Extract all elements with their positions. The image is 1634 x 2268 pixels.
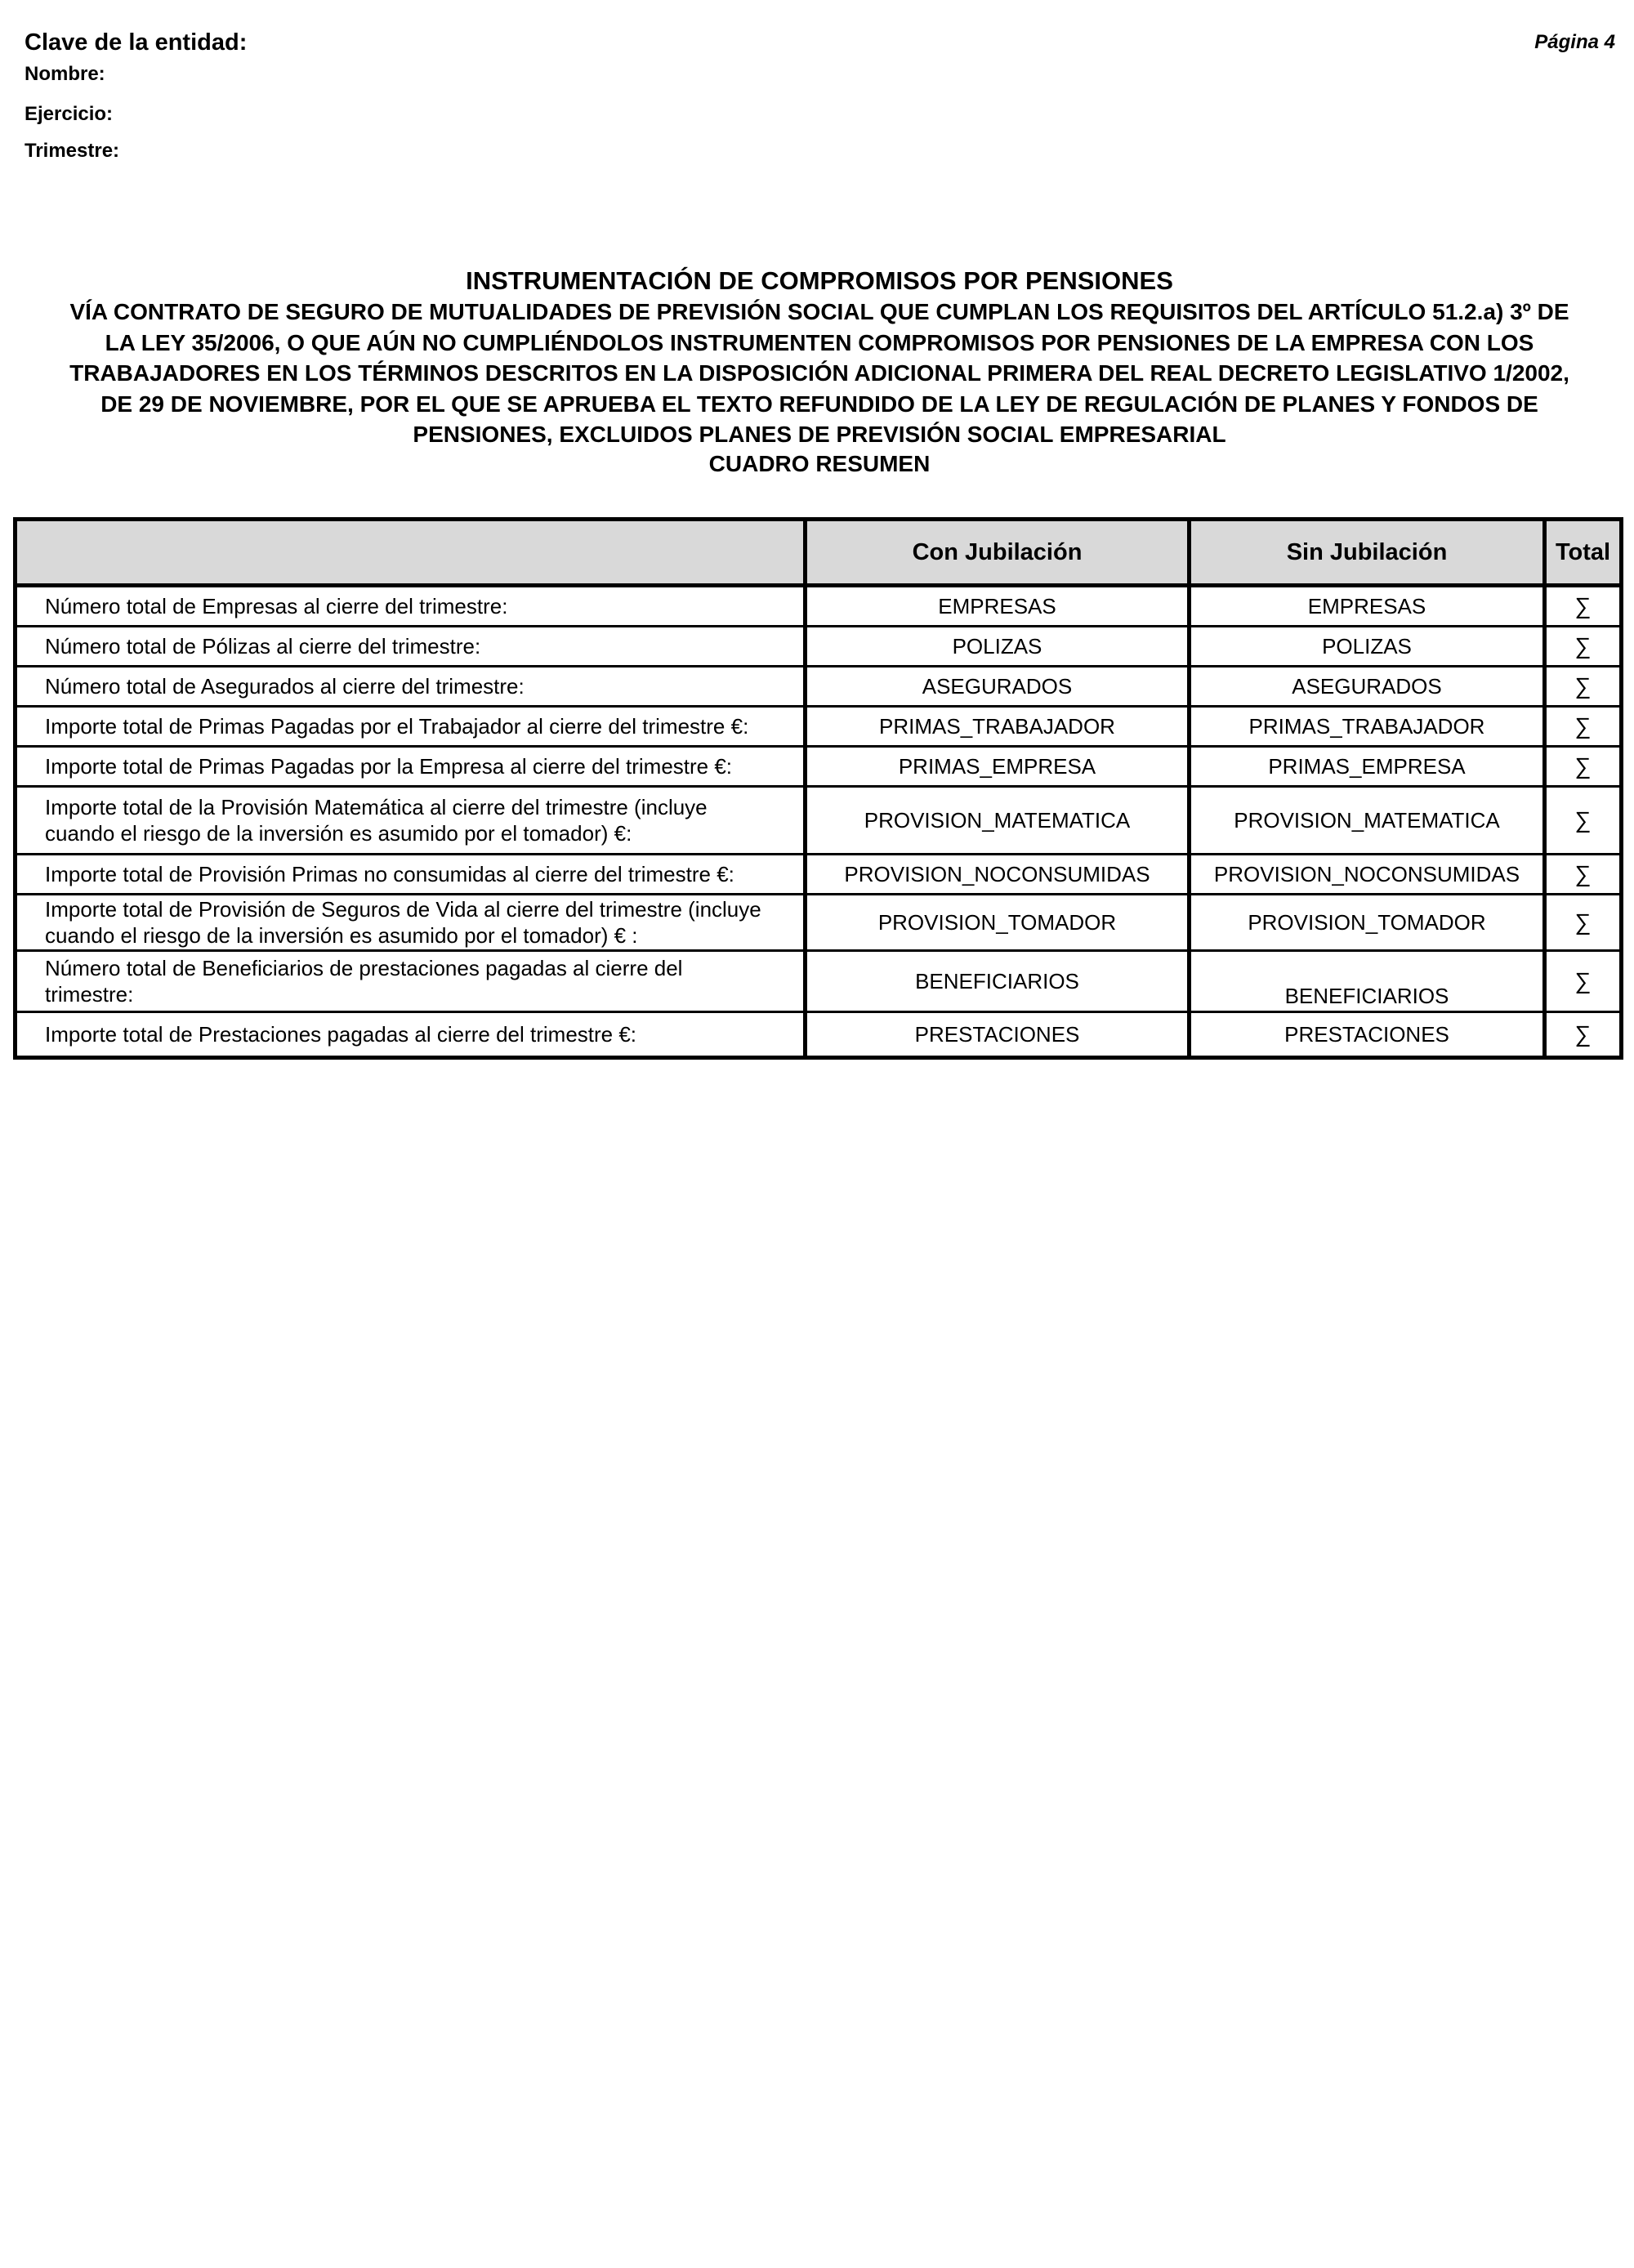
total-sum-cell: ∑ bbox=[1545, 747, 1622, 787]
quarter-label: Trimestre: bbox=[25, 140, 120, 162]
con-jubilacion-cell: BENEFICIARIOS bbox=[806, 951, 1190, 1012]
con-jubilacion-cell: PRESTACIONES bbox=[806, 1012, 1190, 1058]
total-sum-cell: ∑ bbox=[1545, 787, 1622, 855]
table-row bbox=[16, 951, 1622, 1012]
row-label bbox=[16, 707, 806, 747]
total-sum-cell: ∑ bbox=[1545, 586, 1622, 627]
row-label-line: Número total de Pólizas al cierre del trimestre: bbox=[45, 634, 481, 659]
row-label bbox=[16, 747, 806, 787]
row-label bbox=[16, 895, 806, 951]
row-label-line: cuando el riesgo de la inversión es asumido por el tomador) €: bbox=[45, 821, 632, 846]
row-label-line: Número total de Empresas al cierre del trimestre: bbox=[45, 594, 508, 618]
page-number: Página 4 bbox=[1534, 31, 1615, 53]
sin-jubilacion-cell: POLIZAS bbox=[1190, 627, 1545, 667]
row-label-line: Número total de Asegurados al cierre del trimestre: bbox=[45, 674, 525, 699]
header-label-column bbox=[16, 520, 806, 586]
sin-jubilacion-cell: PRESTACIONES bbox=[1190, 1012, 1545, 1058]
name-label: Nombre: bbox=[25, 63, 105, 85]
table-row bbox=[16, 747, 1622, 787]
table-row bbox=[16, 895, 1622, 951]
row-label bbox=[16, 627, 806, 667]
document-subtitle-line: TRABAJADORES EN LOS TÉRMINOS DESCRITOS EN LA DISPOSICIÓN ADICIONAL PRIMERA DEL REAL DECRETO LEGISLATIVO 1/2002, bbox=[69, 360, 1569, 386]
header-sin-jubilacion: Sin Jubilación bbox=[1190, 520, 1545, 586]
row-label-line: Importe total de Provisión Primas no consumidas al cierre del trimestre €: bbox=[45, 862, 734, 886]
total-sum-cell: ∑ bbox=[1545, 855, 1622, 895]
document-subtitle-line: LA LEY 35/2006, O QUE AÚN NO CUMPLIÉNDOLOS INSTRUMENTEN COMPROMISOS POR PENSIONES DE LA EMPRESA CON LOS bbox=[105, 329, 1534, 355]
row-label-line: cuando el riesgo de la inversión es asumido por el tomador) € : bbox=[45, 923, 638, 948]
row-label-line: Importe total de Prestaciones pagadas al cierre del trimestre €: bbox=[45, 1022, 637, 1047]
row-label bbox=[16, 586, 806, 627]
row-label bbox=[16, 787, 806, 855]
sin-jubilacion-cell: EMPRESAS bbox=[1190, 586, 1545, 627]
table-row bbox=[16, 1012, 1622, 1058]
con-jubilacion-cell: PRIMAS_TRABAJADOR bbox=[806, 707, 1190, 747]
row-label bbox=[16, 951, 806, 1012]
row-label-line: Importe total de Primas Pagadas por la Empresa al cierre del trimestre €: bbox=[45, 754, 733, 779]
table-row bbox=[16, 707, 1622, 747]
row-label bbox=[16, 855, 806, 895]
document-subtitle-line: DE 29 DE NOVIEMBRE, POR EL QUE SE APRUEBA EL TEXTO REFUNDIDO DE LA LEY DE REGULACIÓN DE PLANES Y FONDOS DE bbox=[100, 391, 1538, 417]
entity-key-label: Clave de la entidad: bbox=[25, 29, 248, 56]
sin-jubilacion-cell: PROVISION_MATEMATICA bbox=[1190, 787, 1545, 855]
summary-table-caption: CUADRO RESUMEN bbox=[708, 450, 931, 476]
con-jubilacion-cell: PROVISION_NOCONSUMIDAS bbox=[806, 855, 1190, 895]
table-row bbox=[16, 855, 1622, 895]
summary-table bbox=[13, 517, 1623, 1060]
row-label-line: Importe total de Provisión de Seguros de Vida al cierre del trimestre (incluye bbox=[45, 897, 761, 922]
header-con-jubilacion: Con Jubilación bbox=[806, 520, 1190, 586]
total-sum-cell: ∑ bbox=[1545, 667, 1622, 707]
document-title: INSTRUMENTACIÓN DE COMPROMISOS POR PENSIONES bbox=[466, 266, 1173, 295]
sin-jubilacion-cell: PROVISION_TOMADOR bbox=[1190, 895, 1545, 951]
total-sum-cell: ∑ bbox=[1545, 627, 1622, 667]
row-label-line: Importe total de Primas Pagadas por el Trabajador al cierre del trimestre €: bbox=[45, 714, 749, 739]
con-jubilacion-cell: PROVISION_TOMADOR bbox=[806, 895, 1190, 951]
document-subtitle-line: VÍA CONTRATO DE SEGURO DE MUTUALIDADES DE PREVISIÓN SOCIAL QUE CUMPLAN LOS REQUISITOS DEL ARTÍCULO 51.2.a) 3º DE bbox=[69, 299, 1569, 324]
sin-jubilacion-cell: BENEFICIARIOS bbox=[1190, 951, 1545, 1012]
sin-jubilacion-cell: ASEGURADOS bbox=[1190, 667, 1545, 707]
table-row bbox=[16, 586, 1622, 627]
fiscal-year-label: Ejercicio: bbox=[25, 103, 114, 125]
total-sum-cell: ∑ bbox=[1545, 951, 1622, 1012]
table-row bbox=[16, 787, 1622, 855]
row-label bbox=[16, 1012, 806, 1058]
total-sum-cell: ∑ bbox=[1545, 707, 1622, 747]
sin-jubilacion-cell: PRIMAS_EMPRESA bbox=[1190, 747, 1545, 787]
con-jubilacion-cell: EMPRESAS bbox=[806, 586, 1190, 627]
table-row bbox=[16, 667, 1622, 707]
table-header-row bbox=[16, 520, 1622, 586]
table-row bbox=[16, 627, 1622, 667]
document-subtitle-line: PENSIONES, EXCLUIDOS PLANES DE PREVISIÓN SOCIAL EMPRESARIAL bbox=[413, 422, 1226, 447]
total-sum-cell: ∑ bbox=[1545, 895, 1622, 951]
row-label-line: Número total de Beneficiarios de prestaciones pagadas al cierre del bbox=[45, 956, 683, 980]
con-jubilacion-cell: PRIMAS_EMPRESA bbox=[806, 747, 1190, 787]
header-total: Total bbox=[1545, 520, 1622, 586]
con-jubilacion-cell: ASEGURADOS bbox=[806, 667, 1190, 707]
sin-jubilacion-cell: PRIMAS_TRABAJADOR bbox=[1190, 707, 1545, 747]
sin-jubilacion-cell: PROVISION_NOCONSUMIDAS bbox=[1190, 855, 1545, 895]
row-label bbox=[16, 667, 806, 707]
con-jubilacion-cell: PROVISION_MATEMATICA bbox=[806, 787, 1190, 855]
row-label-line: Importe total de la Provisión Matemática al cierre del trimestre (incluye bbox=[45, 795, 708, 819]
con-jubilacion-cell: POLIZAS bbox=[806, 627, 1190, 667]
row-label-line: trimestre: bbox=[45, 982, 134, 1007]
total-sum-cell: ∑ bbox=[1545, 1012, 1622, 1058]
document-title-block bbox=[25, 266, 1614, 478]
